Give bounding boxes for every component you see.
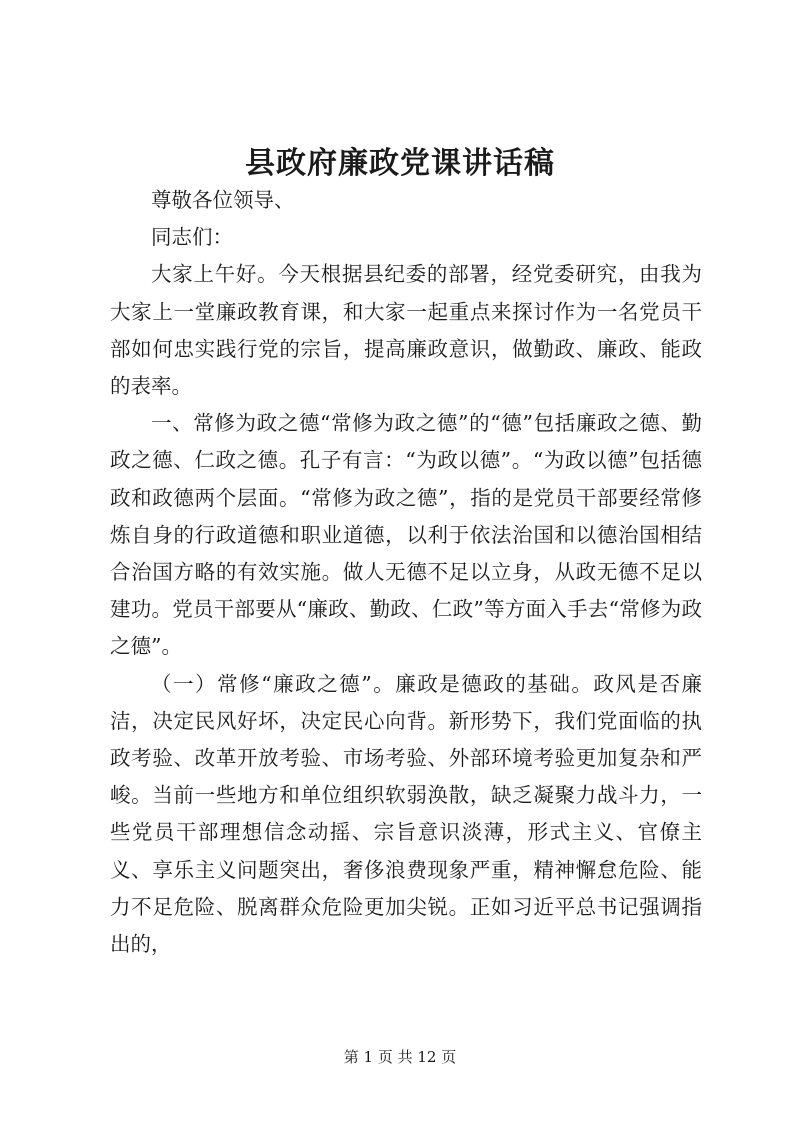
document-title: 县政府廉政党课讲话稿 (245, 146, 555, 181)
salutation-line: 同志们： (151, 225, 233, 250)
body-paragraph: （一）常修“廉政之德”。廉政是德政的基础。政风是否廉洁，决定民风好坏，决定民心向背。新形势下，我们党面临的执政考验、改革开放考验、市场考验、外部环境考验更加复杂和严峻。当前一些地方和单位组织软弱涣散，缺乏凝聚力战斗力，一些党员干部理想信念动摇、宗旨意识淡薄，形式主义、官僚主义、享乐主义问题突出，奢侈浪费现象严重，精神懈怠危险、能力不足危险、脱离群众危险更加尖锐。正如习近平总书记强调指出的， (110, 671, 702, 957)
body-paragraph: 大家上午好。今天根据县纪委的部署，经党委研究，由我为大家上一堂廉政教育课，和大家一起重点来探讨作为一名党员干部如何忠实践行党的宗旨，提高廉政意识，做勤政、廉政、能政的表率。 (110, 262, 702, 399)
body-paragraph: 一、常修为政之德“常修为政之德”的“德”包括廉政之德、勤政之德、仁政之德。孔子有言：“为政以德”。“为政以德”包括德政和政德两个层面。“常修为政之德”，指的是党员干部要经常修炼自身的行政道德和职业道德，以利于依法治国和以德治国相结合治国方略的有效实施。做人无德不足以立身，从政无德不足以建功。党员干部要从“廉政、勤政、仁政”等方面入手去“常修为政之德”。 (110, 411, 702, 659)
document-body (110, 182, 702, 963)
page-number: 第 1 页 共 12 页 (343, 1048, 457, 1066)
salutation-line: 尊敬各位领导、 (151, 188, 295, 212)
